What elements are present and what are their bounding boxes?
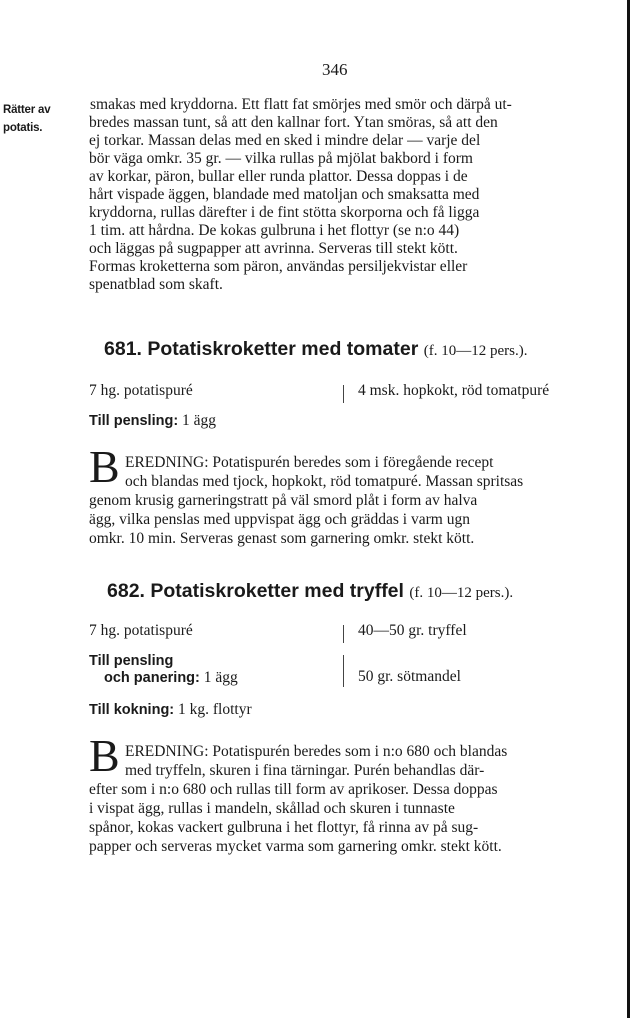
ingredient-divider	[343, 385, 344, 403]
recipe-682-title: 682. Potatiskroketter med tryffel	[107, 580, 404, 602]
page-number: 346	[322, 60, 348, 79]
dropcap: B	[89, 441, 120, 492]
dropcap: B	[89, 730, 120, 781]
kokning-label: Till kokning:	[89, 702, 175, 718]
text-line: EREDNING: Potatispurén beredes som i föregående recept	[125, 454, 494, 471]
recipe-681-title: 681. Potatiskroketter med tomater	[104, 338, 419, 360]
ingredient-divider	[343, 625, 344, 643]
recipe-681-pensling	[89, 411, 216, 431]
recipe-682-servings: (f. 10—12 pers.).	[409, 585, 514, 601]
recipe-681-servings: (f. 10—12 pers.).	[423, 343, 528, 359]
recipe-682-method	[89, 742, 597, 856]
pensling-label: Till pensling	[89, 653, 174, 669]
recipe-682-kokning	[89, 700, 252, 720]
pensling-value: 1 ägg	[182, 412, 217, 429]
text-line: genom krusig garneringstratt på väl smord plåt i form av halva	[89, 492, 478, 509]
text-line: Formas kroketterna som päron, användas persiljekvistar eller	[89, 258, 468, 275]
text-line: av korkar, päron, bullar eller runda plattor. Dessa doppas i de	[89, 168, 468, 185]
text-line: spånor, kokas vackert gulbruna i het flottyr, få rinna av på sug-	[89, 819, 479, 836]
text-line: 1 tim. att hårdna. De kokas gulbruna i het flottyr (se n:o 44)	[89, 222, 460, 239]
text-line: ägg, vilka penslas med uppvispat ägg och gräddas i varm ugn	[89, 511, 470, 528]
text-line: hårt vispade äggen, blandade med matoljan och smaksatta med	[89, 186, 480, 203]
text-line: och läggas på sugpapper att avrinna. Serveras till stekt kött.	[89, 240, 458, 257]
text-line: efter som i n:o 680 och rullas till form av aprikoser. Dessa doppas	[89, 781, 498, 798]
ingredient-divider	[343, 655, 344, 687]
recipe-681-ingredient-left: 7 hg. potatispuré	[89, 382, 193, 399]
text-line: ej torkar. Massan delas med en sked i mindre delar — varje del	[89, 132, 481, 149]
text-line: papper och serveras mycket varma som garnering omkr. stekt kött.	[89, 838, 502, 855]
text-line: spenatblad som skaft.	[89, 276, 223, 293]
text-line: smakas med kryddorna. Ett flatt fat smörjes med smör och därpå ut-	[90, 96, 512, 113]
text-line: med tryffeln, skuren i fina tärningar. Purén behandlas där-	[125, 762, 485, 779]
margin-note-line: potatis.	[3, 122, 43, 134]
kokning-value: 1 kg. flottyr	[178, 701, 252, 718]
margin-note-line: Rätter av	[3, 104, 51, 116]
text-line: bredes massan tunt, så att den kallnar fort. Ytan smöras, så att den	[89, 114, 498, 131]
text-line: bör väga omkr. 35 gr. — vilka rullas på mjölat bakbord i form	[89, 150, 473, 167]
recipe-682-panering	[104, 668, 238, 688]
pensling-value: 1 ägg	[203, 669, 238, 686]
text-line: och blandas med tjock, hopkokt, röd tomatpuré. Massan spritsas	[125, 473, 524, 490]
intro-paragraph	[89, 96, 599, 294]
recipe-681-method	[89, 453, 597, 548]
page-edge-rule	[627, 0, 630, 1018]
recipe-681-ingredient-right: 4 msk. hopkokt, röd tomatpuré	[358, 382, 550, 399]
margin-note	[3, 101, 89, 137]
panering-label: och panering:	[104, 670, 200, 686]
text-line: omkr. 10 min. Serveras genast som garnering omkr. stekt kött.	[89, 530, 475, 547]
recipe-682-ingredient-right-1: 40—50 gr. tryffel	[358, 622, 467, 639]
text-line: kryddorna, rullas därefter i de fint stötta skorporna och få ligga	[89, 204, 480, 221]
recipe-681-heading	[104, 338, 527, 361]
text-line: EREDNING: Potatispurén beredes som i n:o 680 och blandas	[125, 743, 508, 760]
recipe-682-ingredient-left: 7 hg. potatispuré	[89, 622, 193, 639]
recipe-682-ingredient-right-2: 50 gr. sötmandel	[358, 668, 461, 685]
pensling-label: Till pensling:	[89, 413, 179, 429]
recipe-682-heading	[107, 580, 513, 603]
text-line: i vispat ägg, rullas i mandeln, skållad och skuren i tunnaste	[89, 800, 455, 817]
